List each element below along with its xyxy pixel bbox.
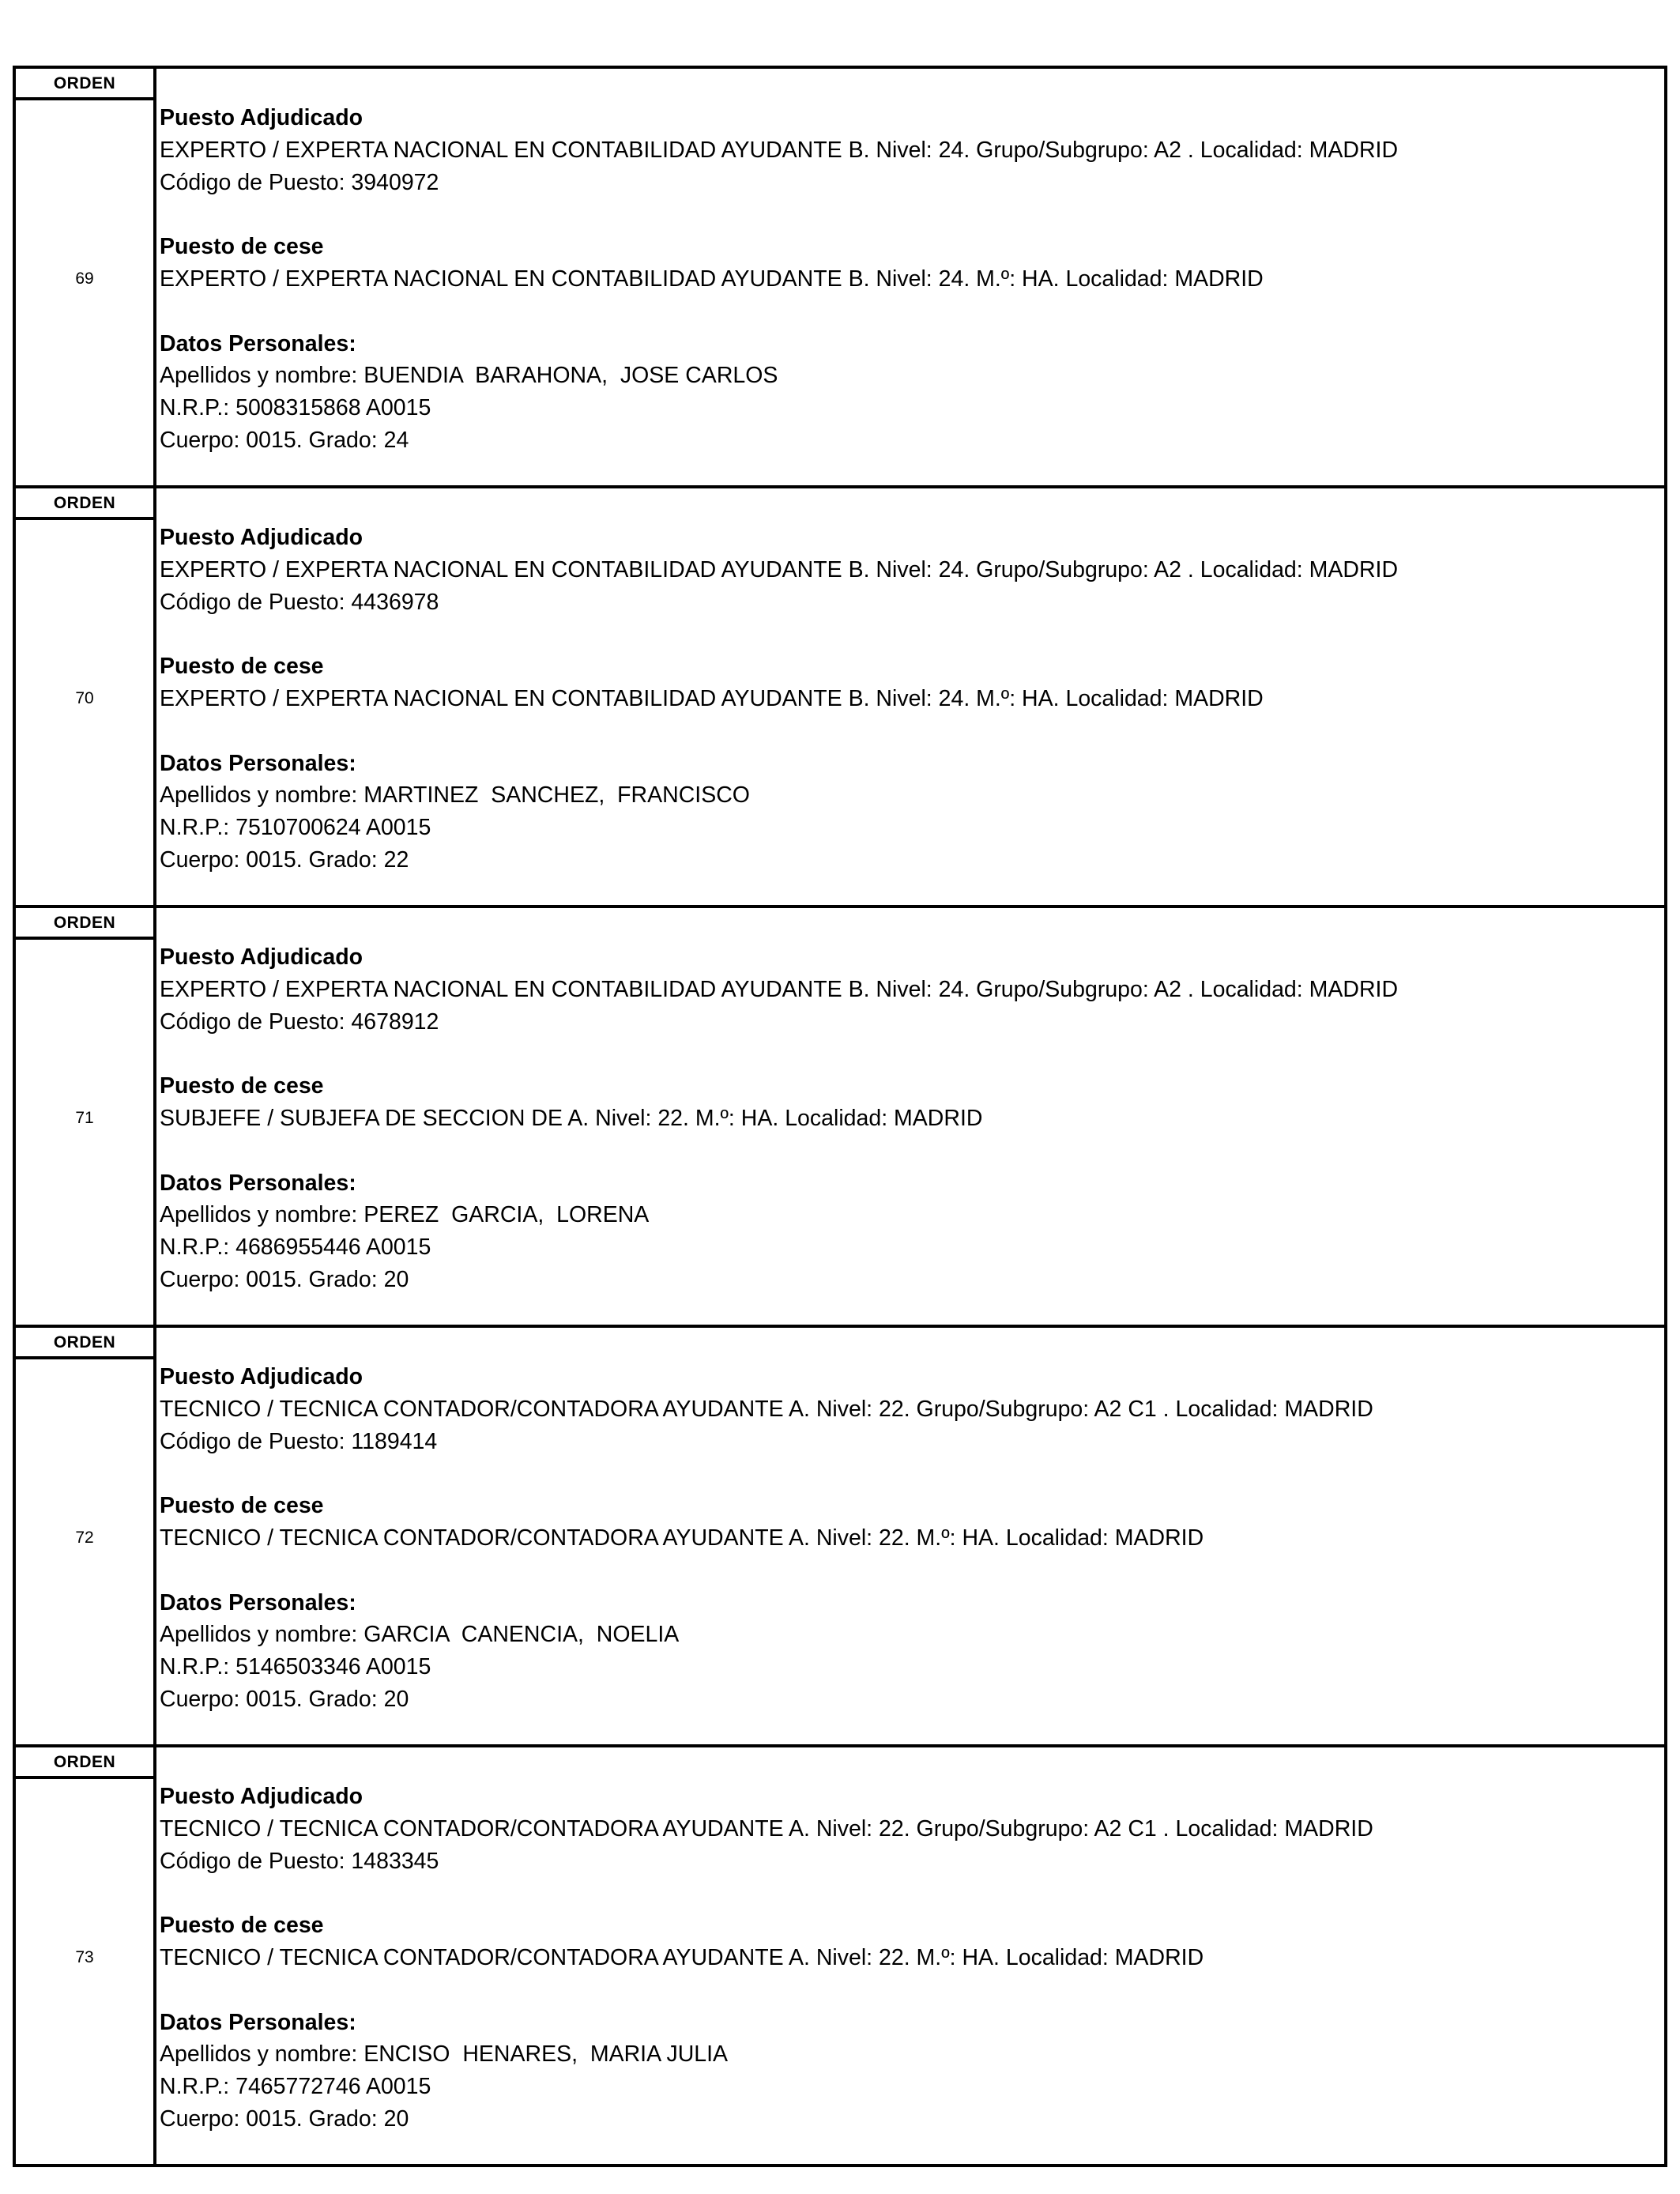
orden-header: ORDEN — [16, 488, 153, 520]
nrp: N.R.P.: 4686955446 A0015 — [160, 1235, 431, 1261]
nrp: N.R.P.: 5146503346 A0015 — [160, 1654, 431, 1680]
record-row — [13, 905, 1667, 1325]
apellidos-nombre: Apellidos y nombre: GARCIA CANENCIA, NOELIA — [160, 1622, 680, 1648]
orden-column — [16, 488, 156, 905]
puesto-adjudicado-heading: Puesto Adjudicado — [160, 944, 363, 970]
puesto-cese-heading: Puesto de cese — [160, 654, 324, 680]
puesto-adjudicado-heading: Puesto Adjudicado — [160, 105, 363, 130]
nrp: N.R.P.: 5008315868 A0015 — [160, 395, 431, 421]
nrp: N.R.P.: 7465772746 A0015 — [160, 2074, 431, 2100]
nrp: N.R.P.: 7510700624 A0015 — [160, 815, 431, 841]
puesto-cese-description: EXPERTO / EXPERTA NACIONAL EN CONTABILIDAD AYUDANTE B. Nivel: 24. M.º: HA. Localidad: MADRID — [160, 685, 1264, 711]
puesto-adjudicado-heading: Puesto Adjudicado — [160, 1364, 363, 1389]
puesto-adjudicado-description: EXPERTO / EXPERTA NACIONAL EN CONTABILIDAD AYUDANTE B. Nivel: 24. Grupo/Subgrupo: A2 . Localidad: MADRID — [160, 976, 1399, 1002]
orden-header: ORDEN — [16, 908, 153, 940]
record-details — [156, 69, 1664, 485]
orden-number: 71 — [75, 1108, 94, 1127]
cuerpo-grado: Cuerpo: 0015. Grado: 20 — [160, 1266, 409, 1292]
codigo-puesto: Código de Puesto: 4678912 — [160, 1008, 439, 1035]
orden-header: ORDEN — [16, 1747, 153, 1779]
orden-column — [16, 69, 156, 485]
puesto-adjudicado-heading: Puesto Adjudicado — [160, 525, 363, 550]
cuerpo-grado: Cuerpo: 0015. Grado: 24 — [160, 427, 409, 453]
record-details — [156, 908, 1664, 1325]
orden-header: ORDEN — [16, 69, 153, 100]
apellidos-nombre: Apellidos y nombre: ENCISO HENARES, MARIA JULIA — [160, 2041, 729, 2068]
orden-number: 70 — [75, 688, 94, 707]
datos-personales-heading: Datos Personales: — [160, 1589, 356, 1615]
record-row — [13, 66, 1667, 485]
cuerpo-grado: Cuerpo: 0015. Grado: 22 — [160, 846, 409, 873]
resolution-table — [13, 66, 1667, 2167]
record-row — [13, 1744, 1667, 2167]
puesto-adjudicado-heading: Puesto Adjudicado — [160, 1784, 363, 1809]
record-details — [156, 1747, 1664, 2164]
orden-column — [16, 1328, 156, 1744]
codigo-puesto: Código de Puesto: 3940972 — [160, 169, 439, 195]
apellidos-nombre: Apellidos y nombre: BUENDIA BARAHONA, JOSE CARLOS — [160, 363, 778, 389]
puesto-adjudicado-description: TECNICO / TECNICA CONTADOR/CONTADORA AYUDANTE A. Nivel: 22. Grupo/Subgrupo: A2 C1 . Localidad: MADRID — [160, 1815, 1373, 1842]
apellidos-nombre: Apellidos y nombre: MARTINEZ SANCHEZ, FRANCISCO — [160, 782, 750, 809]
puesto-adjudicado-description: EXPERTO / EXPERTA NACIONAL EN CONTABILIDAD AYUDANTE B. Nivel: 24. Grupo/Subgrupo: A2 . Localidad: MADRID — [160, 137, 1399, 163]
orden-number: 73 — [75, 1947, 94, 1966]
datos-personales-heading: Datos Personales: — [160, 2009, 356, 2035]
cuerpo-grado: Cuerpo: 0015. Grado: 20 — [160, 1686, 409, 1712]
puesto-cese-description: EXPERTO / EXPERTA NACIONAL EN CONTABILIDAD AYUDANTE B. Nivel: 24. M.º: HA. Localidad: MADRID — [160, 266, 1264, 292]
datos-personales-heading: Datos Personales: — [160, 1170, 356, 1196]
orden-column — [16, 1747, 156, 2164]
orden-number: 72 — [75, 1528, 94, 1547]
record-details — [156, 488, 1664, 905]
puesto-cese-heading: Puesto de cese — [160, 1073, 324, 1099]
record-details — [156, 1328, 1664, 1744]
codigo-puesto: Código de Puesto: 4436978 — [160, 589, 439, 615]
orden-header: ORDEN — [16, 1328, 153, 1359]
codigo-puesto: Código de Puesto: 1189414 — [160, 1428, 438, 1454]
apellidos-nombre: Apellidos y nombre: PEREZ GARCIA, LORENA — [160, 1202, 650, 1228]
codigo-puesto: Código de Puesto: 1483345 — [160, 1848, 439, 1874]
orden-column — [16, 908, 156, 1325]
record-row — [13, 485, 1667, 905]
orden-number: 69 — [75, 269, 94, 288]
puesto-adjudicado-description: EXPERTO / EXPERTA NACIONAL EN CONTABILIDAD AYUDANTE B. Nivel: 24. Grupo/Subgrupo: A2 . Localidad: MADRID — [160, 556, 1399, 582]
cuerpo-grado: Cuerpo: 0015. Grado: 20 — [160, 2105, 409, 2132]
puesto-cese-heading: Puesto de cese — [160, 234, 324, 260]
datos-personales-heading: Datos Personales: — [160, 750, 356, 776]
datos-personales-heading: Datos Personales: — [160, 330, 356, 356]
puesto-cese-description: TECNICO / TECNICA CONTADOR/CONTADORA AYUDANTE A. Nivel: 22. M.º: HA. Localidad: MADRID — [160, 1944, 1204, 1970]
puesto-cese-description: SUBJEFE / SUBJEFA DE SECCION DE A. Nivel: 22. M.º: HA. Localidad: MADRID — [160, 1105, 983, 1131]
puesto-adjudicado-description: TECNICO / TECNICA CONTADOR/CONTADORA AYUDANTE A. Nivel: 22. Grupo/Subgrupo: A2 C1 . Localidad: MADRID — [160, 1396, 1373, 1422]
puesto-cese-heading: Puesto de cese — [160, 1913, 324, 1939]
record-row — [13, 1325, 1667, 1744]
puesto-cese-heading: Puesto de cese — [160, 1493, 324, 1519]
puesto-cese-description: TECNICO / TECNICA CONTADOR/CONTADORA AYUDANTE A. Nivel: 22. M.º: HA. Localidad: MADRID — [160, 1525, 1204, 1551]
